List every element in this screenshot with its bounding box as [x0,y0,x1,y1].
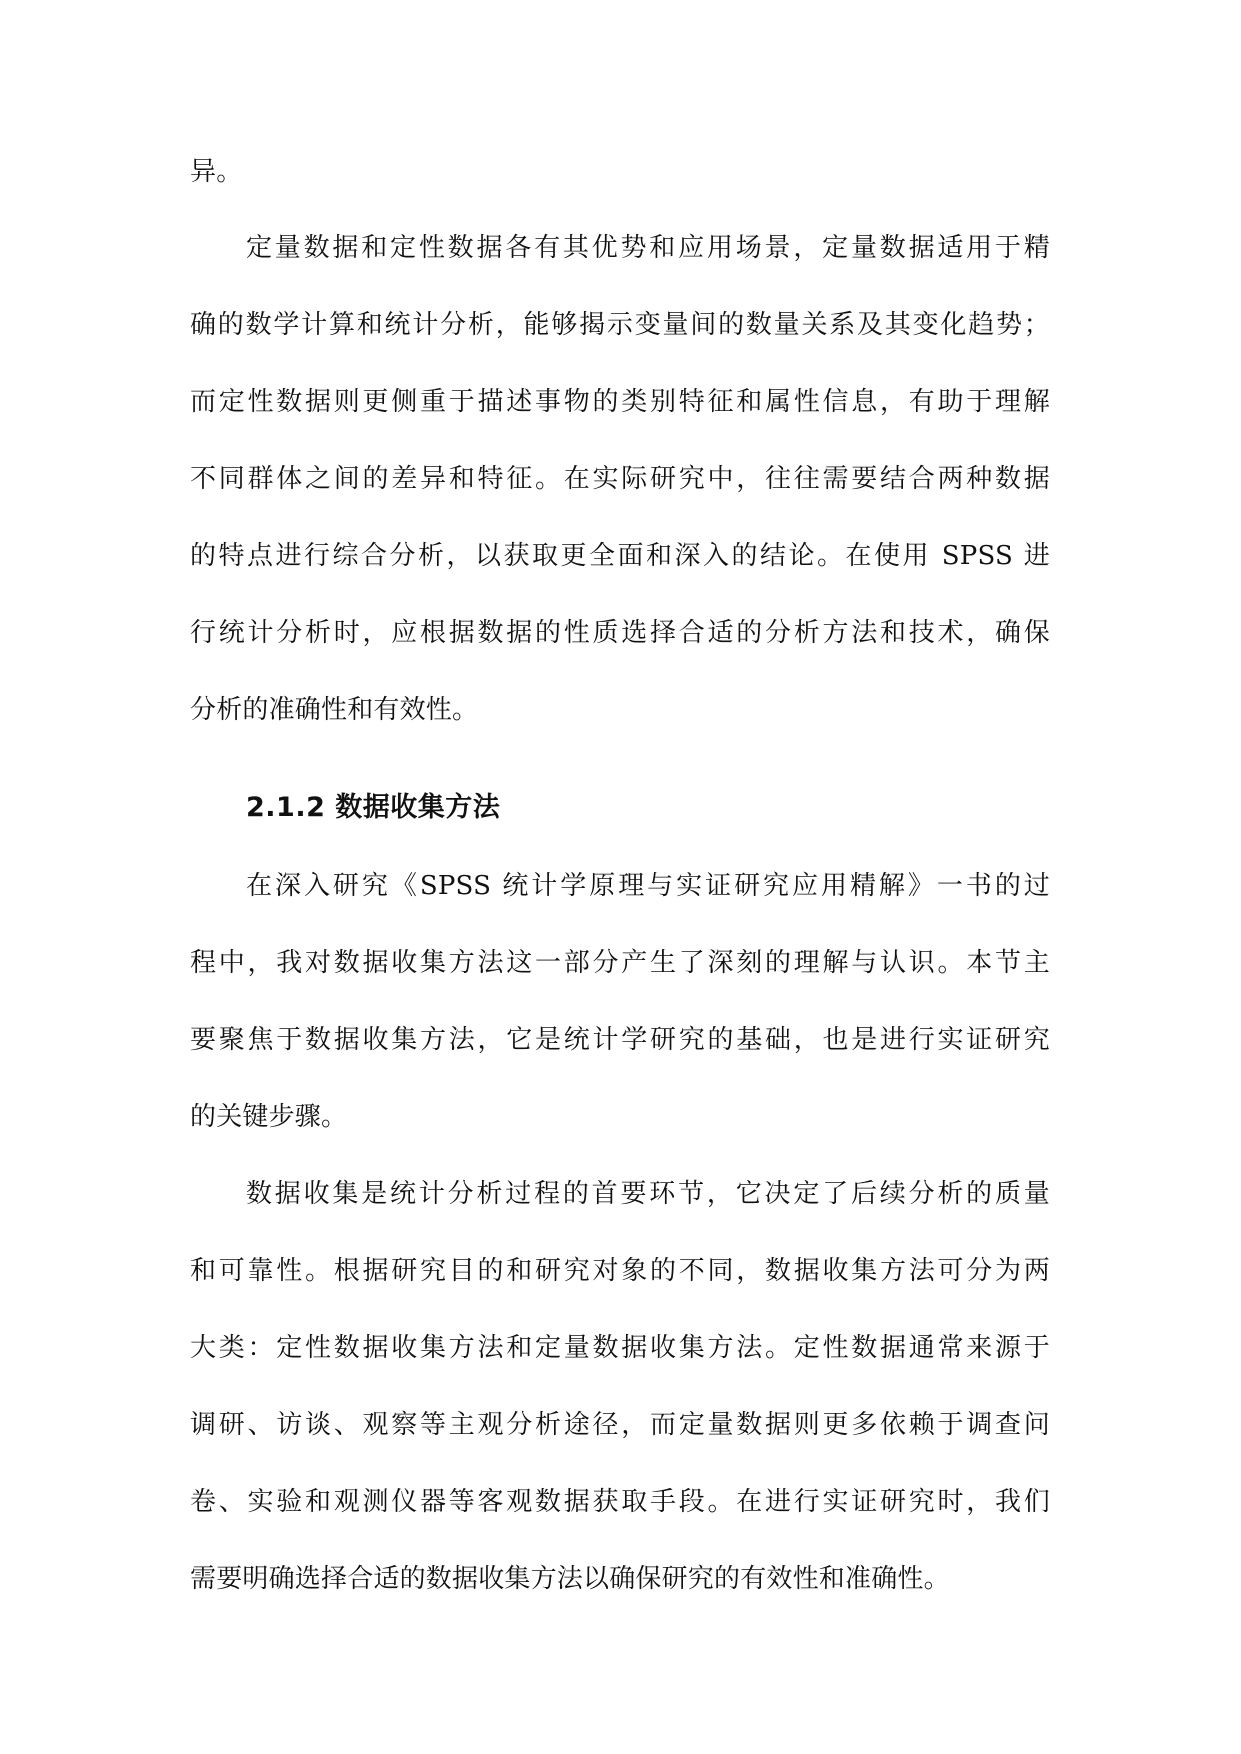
paragraph-line: 异。 [190,157,243,187]
paragraph-line: 的特点进行综合分析，以获取更全面和深入的结论。在使用 SPSS 进 [190,541,1050,571]
paragraph-line: 和可靠性。根据研究目的和研究对象的不同，数据收集方法可分为两 [190,1256,1050,1286]
paragraph-line: 程中，我对数据收集方法这一部分产生了深刻的理解与认识。本节主 [190,948,1050,978]
paragraph-line: 大类：定性数据收集方法和定量数据收集方法。定性数据通常来源于 [190,1333,1050,1363]
paragraph-line: 调研、访谈、观察等主观分析途径，而定量数据则更多依赖于调查问 [190,1410,1050,1440]
paragraph-line: 需要明确选择合适的数据收集方法以确保研究的有效性和准确性。 [190,1564,950,1594]
paragraph-line: 确的数学计算和统计分析，能够揭示变量间的数量关系及其变化趋势； [190,310,1050,340]
paragraph-line: 在深入研究《SPSS 统计学原理与实证研究应用精解》一书的过 [246,871,1050,901]
paragraph-line: 定量数据和定性数据各有其优势和应用场景，定量数据适用于精 [246,233,1050,263]
paragraph-line: 卷、实验和观测仪器等客观数据获取手段。在进行实证研究时，我们 [190,1487,1050,1517]
paragraph-line: 的关键步骤。 [190,1102,348,1132]
paragraph-line: 数据收集是统计分析过程的首要环节，它决定了后续分析的质量 [246,1179,1050,1209]
paragraph-line: 要聚焦于数据收集方法，它是统计学研究的基础，也是进行实证研究 [190,1025,1050,1055]
paragraph-line: 而定性数据则更侧重于描述事物的类别特征和属性信息，有助于理解 [190,387,1050,417]
paragraph-line: 行统计分析时，应根据数据的性质选择合适的分析方法和技术，确保 [190,618,1050,648]
paragraph-line: 不同群体之间的差异和特征。在实际研究中，往往需要结合两种数据 [190,464,1050,494]
section-heading: 2.1.2 数据收集方法 [246,792,501,823]
paragraph-line: 分析的准确性和有效性。 [190,695,479,725]
